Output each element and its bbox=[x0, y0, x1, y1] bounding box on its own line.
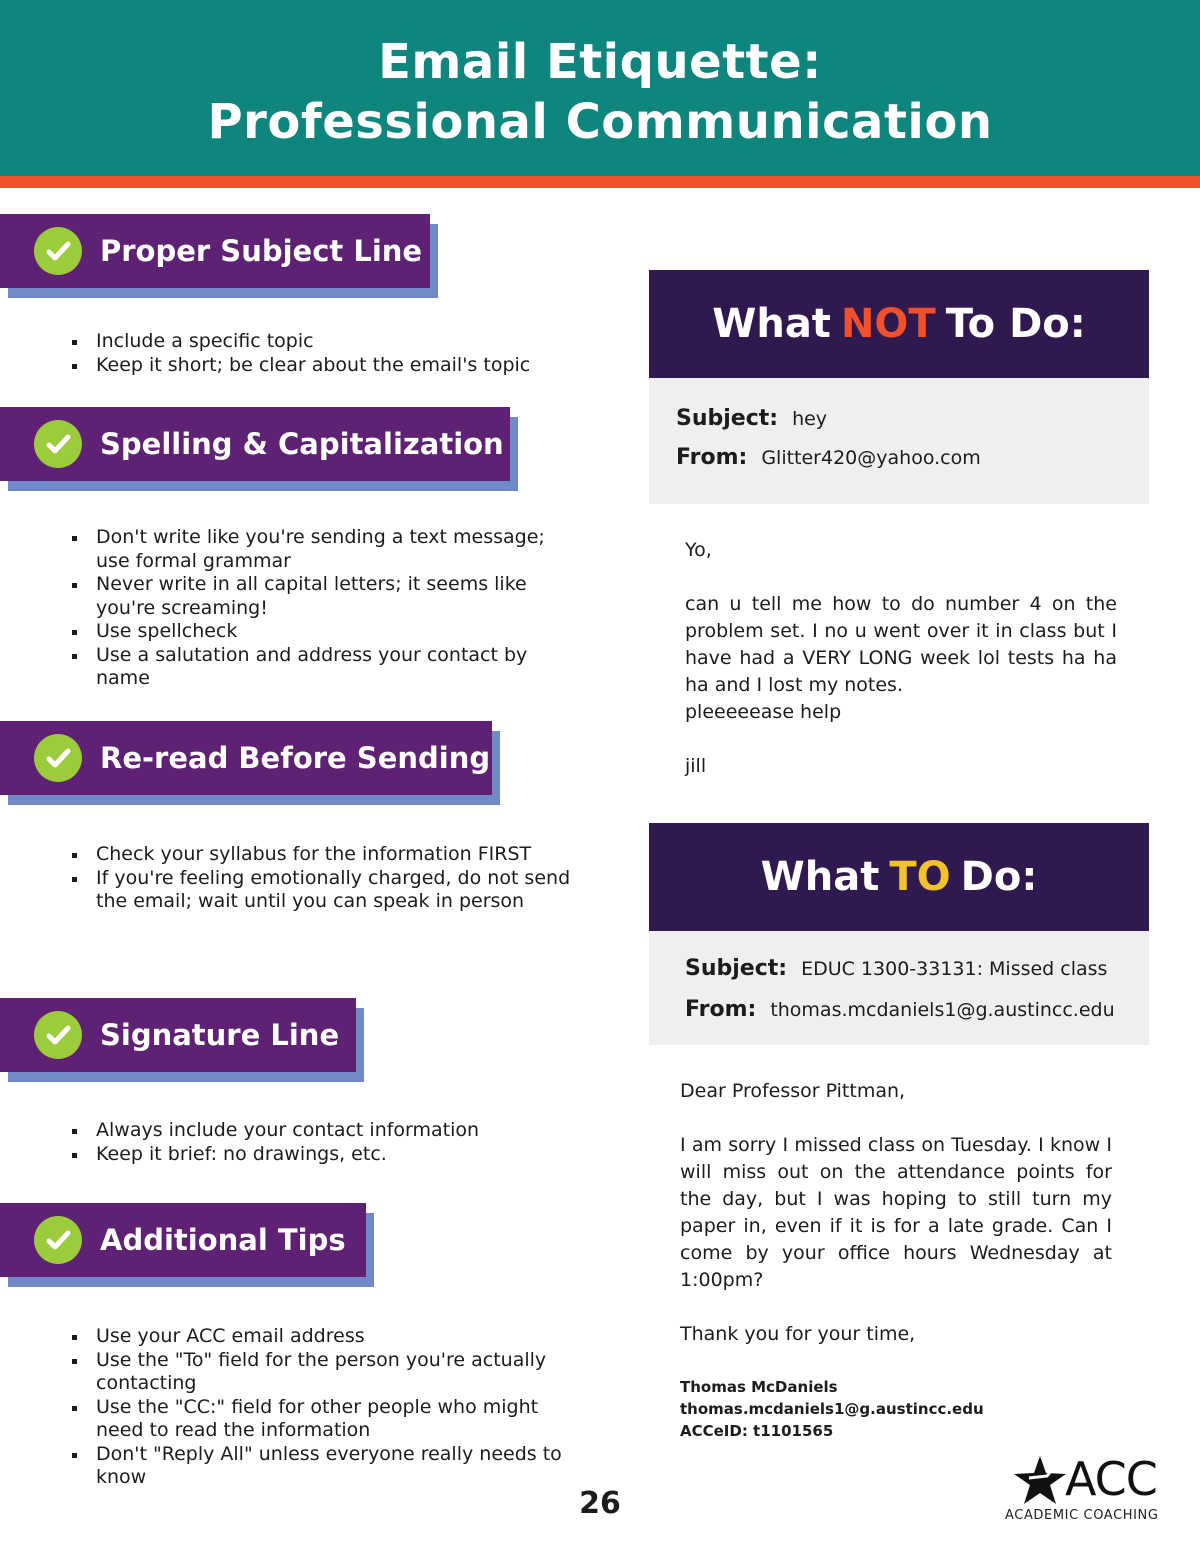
email-signature bbox=[680, 1376, 984, 1442]
signature-id: ACCeID: t1101565 bbox=[680, 1422, 834, 1440]
checkmark-icon bbox=[34, 420, 82, 468]
bullet-list-additional-tips bbox=[72, 1325, 572, 1490]
email-body: can u tell me how to do number 4 on the problem set. I no u went over it in class but I have had a VERY LONG week lol tests ha ha ha and I lost my notes. bbox=[685, 593, 1117, 696]
not-example-header-box bbox=[649, 378, 1149, 504]
do-example-subject-row bbox=[685, 956, 1107, 981]
heading-text: What bbox=[760, 854, 880, 900]
from-value: thomas.mcdaniels1@g.austincc.edu bbox=[770, 999, 1115, 1021]
from-value: Glitter420@yahoo.com bbox=[761, 447, 981, 469]
section-title: Additional Tips bbox=[100, 1223, 346, 1257]
logo-name: ACC bbox=[1065, 1452, 1157, 1506]
list-item: Include a specific topic bbox=[72, 330, 530, 354]
list-item: Don't write like you're sending a text message; use formal grammar bbox=[72, 526, 572, 573]
list-item: Always include your contact information bbox=[72, 1119, 479, 1143]
email-closing: Thank you for your time, bbox=[680, 1323, 916, 1345]
heading-text: What bbox=[712, 301, 831, 347]
not-example-heading bbox=[649, 270, 1149, 378]
heading-text: Do: bbox=[960, 854, 1038, 900]
bullet-list-signature bbox=[72, 1119, 479, 1166]
email-greeting: Yo, bbox=[685, 539, 712, 561]
email-greeting: Dear Professor Pittman, bbox=[680, 1080, 906, 1102]
subject-label: Subject: bbox=[685, 956, 788, 981]
list-item: Keep it short; be clear about the email's topic bbox=[72, 354, 530, 378]
list-item: Use the "To" field for the person you're actually contacting bbox=[72, 1349, 572, 1396]
list-item: Check your syllabus for the information FIRST bbox=[72, 843, 592, 867]
section-title: Signature Line bbox=[100, 1018, 340, 1052]
do-example-header-box bbox=[649, 931, 1149, 1045]
do-example-heading bbox=[649, 823, 1149, 931]
checkmark-icon bbox=[34, 227, 82, 275]
acc-logo bbox=[1005, 1452, 1175, 1532]
star-icon bbox=[1011, 1454, 1069, 1506]
page-title-line-1: Email Etiquette: bbox=[378, 34, 822, 90]
from-label: From: bbox=[676, 445, 748, 470]
do-example-from-row bbox=[685, 997, 1115, 1022]
page-title-line-2: Professional Communication bbox=[207, 94, 993, 150]
subject-label: Subject: bbox=[676, 406, 779, 431]
subject-value: EDUC 1300-33131: Missed class bbox=[801, 958, 1108, 980]
section-title: Spelling & Capitalization bbox=[100, 427, 504, 461]
page-number: 26 bbox=[579, 1486, 621, 1521]
checkmark-icon bbox=[34, 1216, 82, 1264]
list-item: Don't "Reply All" unless everyone really needs to know bbox=[72, 1443, 572, 1490]
section-title: Re-read Before Sending bbox=[100, 741, 491, 775]
email-plea: pleeeeease help bbox=[685, 701, 842, 723]
header-divider bbox=[0, 176, 1200, 188]
list-item: Use a salutation and address your contact by name bbox=[72, 644, 572, 691]
heading-emphasis: TO bbox=[889, 854, 951, 900]
checkmark-icon bbox=[34, 734, 82, 782]
from-label: From: bbox=[685, 997, 757, 1022]
heading-text: To Do: bbox=[945, 301, 1086, 347]
email-signoff: jill bbox=[685, 755, 707, 777]
list-item: If you're feeling emotionally charged, do not send the email; wait until you can speak in person bbox=[72, 867, 592, 914]
heading-emphasis: NOT bbox=[840, 301, 936, 347]
not-example-body bbox=[685, 537, 1117, 780]
bullet-list-subject-line bbox=[72, 330, 530, 377]
list-item: Use your ACC email address bbox=[72, 1325, 572, 1349]
bullet-list-spelling bbox=[72, 526, 572, 691]
email-body: I am sorry I missed class on Tuesday. I know I will miss out on the attendance points for the day, but I was hoping to still turn my paper in, even if it is for a late grade. Can I come by your office hours Wednesday at 1:00pm? bbox=[680, 1134, 1112, 1291]
bullet-list-reread bbox=[72, 843, 592, 914]
list-item: Use spellcheck bbox=[72, 620, 572, 644]
signature-name: Thomas McDaniels bbox=[680, 1378, 838, 1396]
checkmark-icon bbox=[34, 1011, 82, 1059]
logo-subtitle: ACADEMIC COACHING bbox=[1005, 1508, 1159, 1523]
list-item: Use the "CC:" field for other people who might need to read the information bbox=[72, 1396, 572, 1443]
not-example-from-row bbox=[676, 445, 981, 470]
subject-value: hey bbox=[792, 408, 828, 430]
page-header bbox=[0, 0, 1200, 176]
not-example-subject-row bbox=[676, 406, 827, 431]
section-title: Proper Subject Line bbox=[100, 234, 423, 268]
do-example-body bbox=[680, 1078, 1112, 1348]
signature-email: thomas.mcdaniels1@g.austincc.edu bbox=[680, 1400, 984, 1418]
list-item: Keep it brief: no drawings, etc. bbox=[72, 1143, 479, 1167]
list-item: Never write in all capital letters; it seems like you're screaming! bbox=[72, 573, 572, 620]
